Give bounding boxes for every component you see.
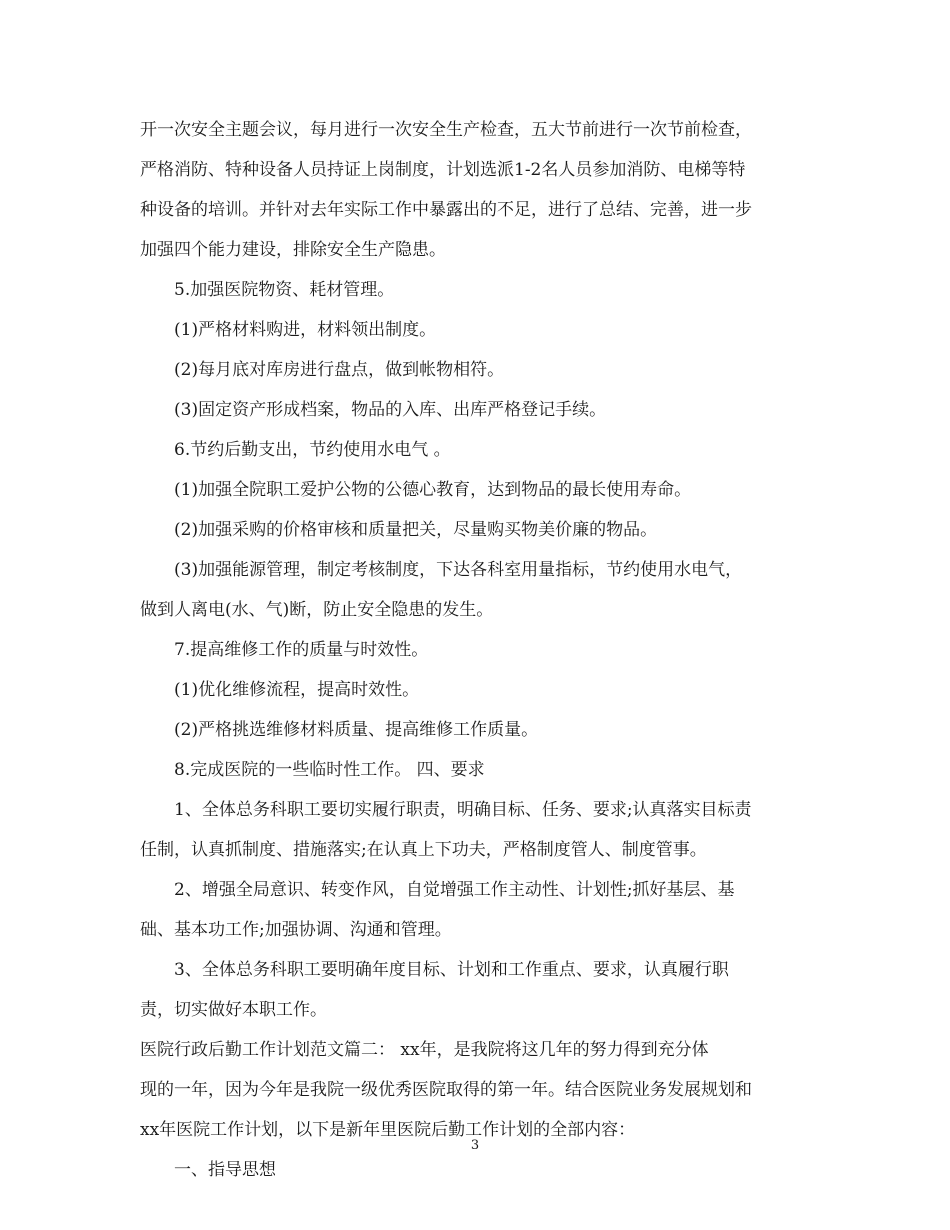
list-item: 3、全体总务科职工要明确年度目标、计划和工作重点、要求，认真履行职 bbox=[174, 960, 729, 980]
list-item: (1)优化维修流程，提高时效性。 bbox=[174, 680, 420, 700]
text-line: 任制，认真抓制度、措施落实;在认真上下功夫，严格制度管人、制度管事。 bbox=[140, 840, 707, 860]
text-line: 加强四个能力建设，排除安全生产隐患。 bbox=[140, 240, 446, 260]
text-line: 现的一年，因为今年是我院一级优秀医院取得的第一年。结合医院业务发展规划和 bbox=[140, 1080, 752, 1100]
section-heading: 5.加强医院物资、耗材管理。 bbox=[174, 280, 395, 300]
list-item: (2)严格挑选维修材料质量、提高维修工作质量。 bbox=[174, 720, 539, 740]
text-line: 础、基本功工作;加强协调、沟通和管理。 bbox=[140, 920, 452, 940]
text-line: 种设备的培训。并针对去年实际工作中暴露出的不足，进行了总结、完善，进一步 bbox=[140, 200, 752, 220]
section-heading: 8.完成医院的一些临时性工作。 四、要求 bbox=[174, 760, 485, 780]
section-heading: 7.提高维修工作的质量与时效性。 bbox=[174, 640, 429, 660]
text-line: 严格消防、特种设备人员持证上岗制度，计划选派1-2名人员参加消防、电梯等特 bbox=[140, 160, 746, 180]
list-item: (1)严格材料购进，材料领出制度。 bbox=[174, 320, 437, 340]
page-number: 3 bbox=[470, 1138, 480, 1153]
list-item: (2)加强采购的价格审核和质量把关，尽量购买物美价廉的物品。 bbox=[174, 520, 658, 540]
list-item: (3)加强能源管理，制定考核制度，下达各科室用量指标，节约使用水电气， bbox=[174, 560, 743, 580]
text-line: 责，切实做好本职工作。 bbox=[140, 1000, 327, 1020]
section-heading: 6.节约后勤支出，节约使用水电气 。 bbox=[174, 440, 451, 460]
list-item: (1)加强全院职工爱护公物的公德心教育，达到物品的最长使用寿命。 bbox=[174, 480, 692, 500]
section-heading: 一、指导思想 bbox=[174, 1160, 276, 1180]
text-line: 医院行政后勤工作计划范文篇二： xx年，是我院将这几年的努力得到充分体 bbox=[140, 1040, 709, 1060]
list-item: (2)每月底对库房进行盘点，做到帐物相符。 bbox=[174, 360, 505, 380]
document-body bbox=[140, 110, 812, 1190]
list-item: (3)固定资产形成档案，物品的入库、出库严格登记手续。 bbox=[174, 400, 607, 420]
text-line: xx年医院工作计划，以下是新年里医院后勤工作计划的全部内容： bbox=[140, 1120, 636, 1140]
text-line: 开一次安全主题会议，每月进行一次安全生产检查，五大节前进行一次节前检查， bbox=[140, 120, 752, 140]
list-item: 1、全体总务科职工要切实履行职责，明确目标、任务、要求;认真落实目标责 bbox=[174, 800, 752, 820]
list-item: 2、增强全局意识、转变作风，自觉增强工作主动性、计划性;抓好基层、基 bbox=[174, 880, 735, 900]
text-line: 做到人离电(水、气)断，防止安全隐患的发生。 bbox=[140, 600, 494, 620]
